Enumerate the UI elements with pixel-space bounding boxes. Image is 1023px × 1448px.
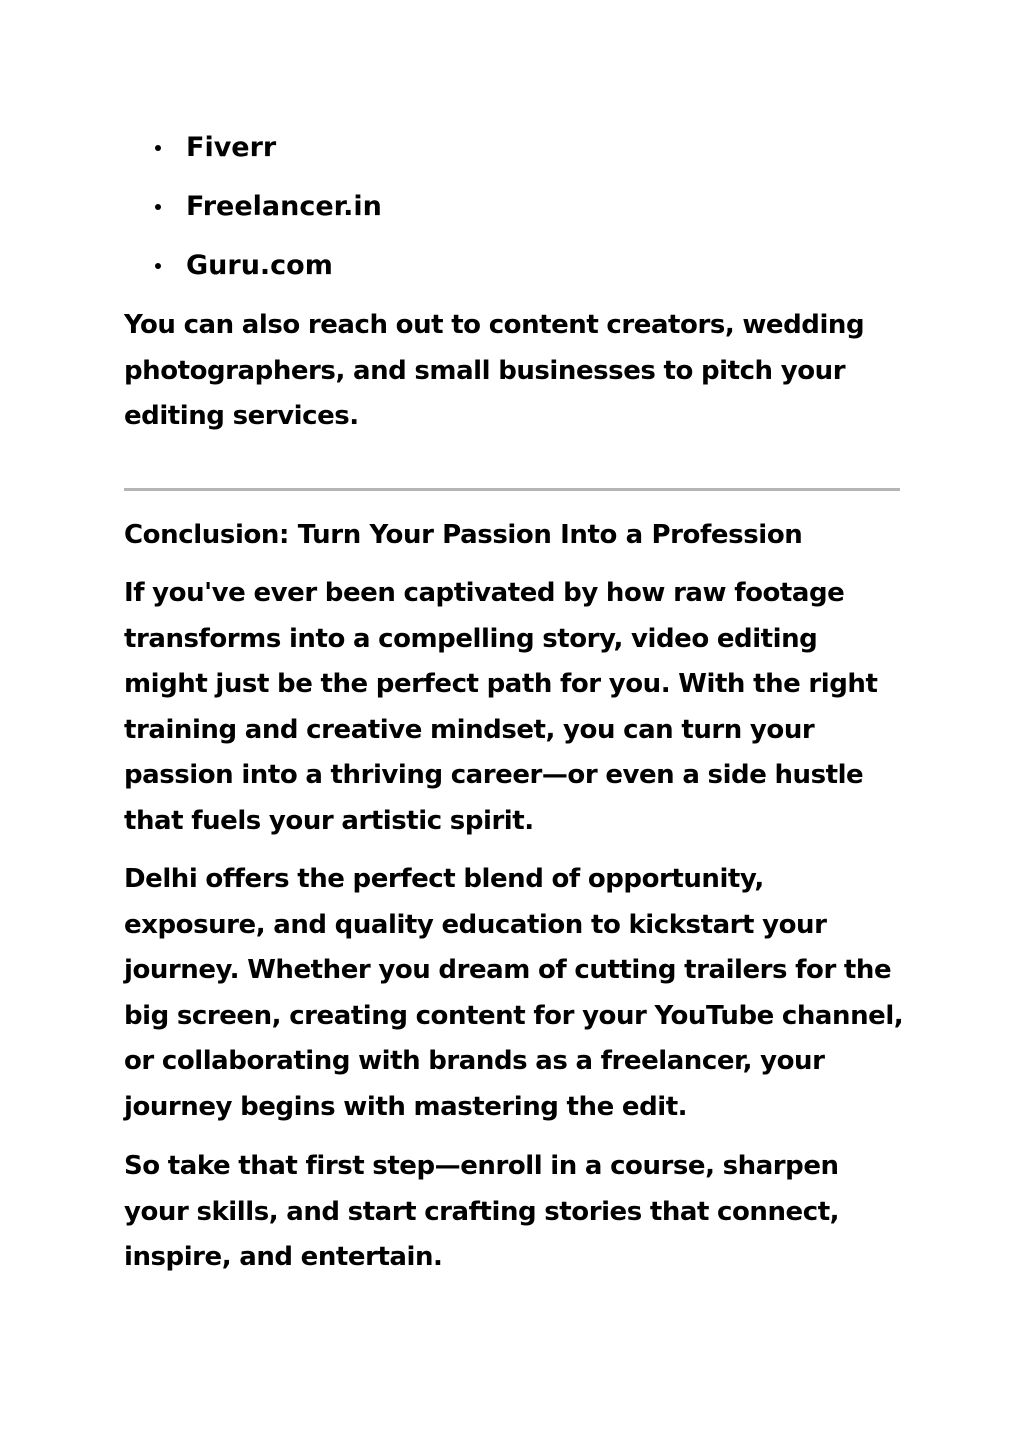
conclusion-paragraph-1 bbox=[124, 571, 904, 844]
text-line: or collaborating with brands as a freelancer, your bbox=[124, 1046, 825, 1076]
text-line: big screen, creating content for your YouTube channel, bbox=[124, 1000, 904, 1031]
conclusion-paragraph-3 bbox=[124, 1144, 904, 1281]
text-line: that fuels your artistic spirit. bbox=[124, 805, 534, 836]
list-item bbox=[124, 236, 904, 295]
list-item bbox=[124, 177, 904, 236]
text-line: You can also reach out to content creators, wedding bbox=[124, 310, 865, 340]
text-line: passion into a thriving career—or even a side hustle bbox=[124, 760, 864, 790]
text-line: Delhi offers the perfect blend of opportunity, bbox=[124, 864, 764, 894]
text-line: inspire, and entertain. bbox=[124, 1242, 443, 1272]
list-item-text: Fiverr bbox=[186, 132, 277, 163]
text-line: journey. Whether you dream of cutting trailers for the bbox=[124, 955, 892, 985]
text-line: So take that first step—enroll in a course, sharpen bbox=[124, 1151, 839, 1181]
text-line: journey begins with mastering the edit. bbox=[124, 1091, 688, 1122]
outreach-paragraph bbox=[124, 303, 904, 440]
conclusion-paragraph-2 bbox=[124, 857, 904, 1130]
list-item-text: Guru.com bbox=[186, 250, 333, 281]
text-line: exposure, and quality education to kickstart your bbox=[124, 909, 827, 940]
section-divider bbox=[124, 488, 900, 491]
platform-list bbox=[124, 118, 904, 295]
list-item bbox=[124, 118, 904, 177]
text-line: editing services. bbox=[124, 401, 359, 431]
text-line: If you've ever been captivated by how raw footage bbox=[124, 578, 845, 608]
text-line: transforms into a compelling story, video editing bbox=[124, 623, 818, 654]
text-line: your skills, and start crafting stories that connect, bbox=[124, 1196, 840, 1227]
document-page bbox=[124, 118, 904, 1281]
text-line: might just be the perfect path for you. With the right bbox=[124, 669, 878, 699]
conclusion-heading: Conclusion: Turn Your Passion Into a Profession bbox=[124, 519, 803, 550]
text-line: training and creative mindset, you can turn your bbox=[124, 714, 815, 745]
bullet-icon bbox=[155, 145, 161, 151]
bullet-icon bbox=[155, 263, 161, 269]
list-item-text: Freelancer.in bbox=[186, 191, 382, 222]
bullet-icon bbox=[155, 204, 161, 210]
text-line: photographers, and small businesses to pitch your bbox=[124, 355, 846, 386]
